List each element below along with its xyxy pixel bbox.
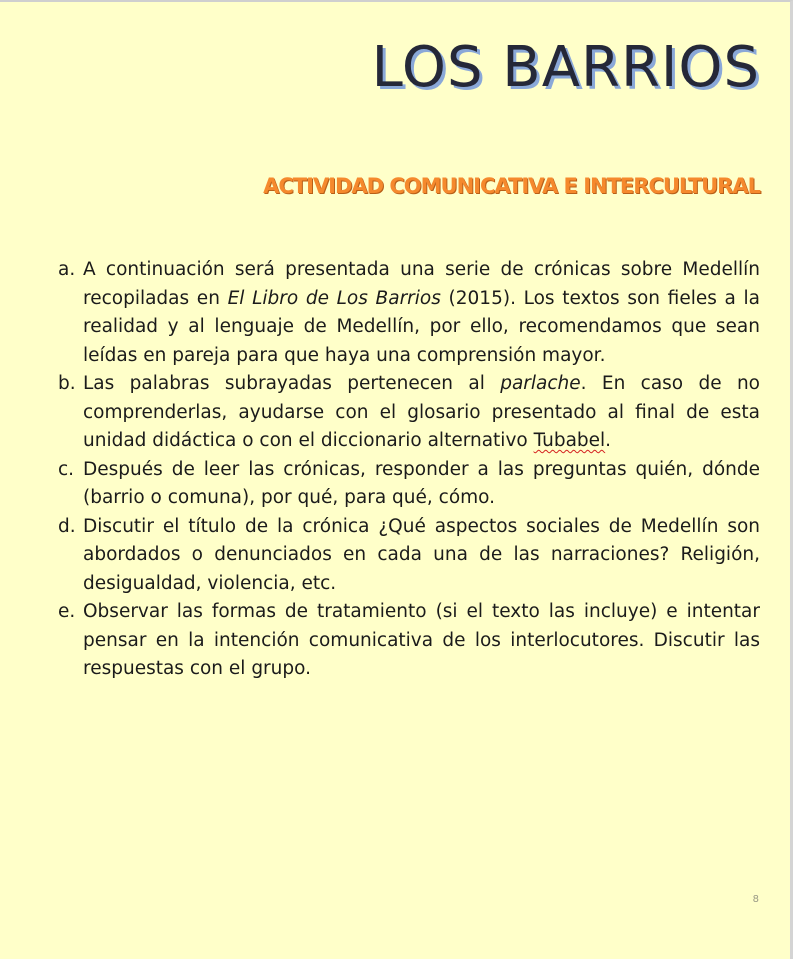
item-text: Observar las formas de tratamiento (si el texto las incluye) e intentar pensar en la intención comunicativa de los interlocutores. Discutir las respuestas con el grupo. (83, 601, 760, 679)
section-subtitle: ACTIVIDAD COMUNICATIVA E INTERCULTURAL (263, 174, 760, 198)
instruction-item-a (58, 256, 760, 370)
page-number: 8 (752, 894, 759, 905)
spellcheck-word: Tubabel (533, 430, 606, 451)
page-title: LOS BARRIOS (371, 35, 760, 100)
instruction-item-b (58, 370, 760, 456)
item-text: Las palabras subrayadas pertenecen al parlache. En caso de no comprenderlas, ayudarse con el glosario presentado al final de esta unidad didáctica o con el diccionario alternativo Tubabel. (83, 373, 760, 451)
item-text: Después de leer las crónicas, responder a las preguntas quién, dónde (barrio o comuna), por qué, para qué, cómo. (83, 458, 760, 508)
item-letter: e. (58, 601, 76, 622)
item-text: Discutir el título de la crónica ¿Qué aspectos sociales de Medellín son abordados o denunciados en cada una de las narraciones? Religión, desigualdad, violencia, etc. (83, 515, 760, 594)
parlache-term: parlache (500, 373, 581, 394)
item-letter: b. (58, 373, 76, 394)
instruction-item-d (58, 513, 760, 599)
instruction-item-e (58, 598, 760, 684)
instruction-list (58, 256, 760, 684)
item-text: A continuación será presentada una serie de crónicas sobre Medellín recopiladas en El Libro de Los Barrios (2015). Los textos son fieles a la realidad y al lenguaje de Medellín, por ello, recomendamos que sean leídas en pareja para que haya una comprensión mayor. (83, 259, 760, 366)
item-letter: a. (58, 259, 76, 280)
book-title: El Libro de Los Barrios (227, 287, 441, 309)
item-letter: d. (58, 515, 76, 537)
item-letter: c. (58, 458, 75, 480)
instruction-item-c (58, 456, 760, 513)
